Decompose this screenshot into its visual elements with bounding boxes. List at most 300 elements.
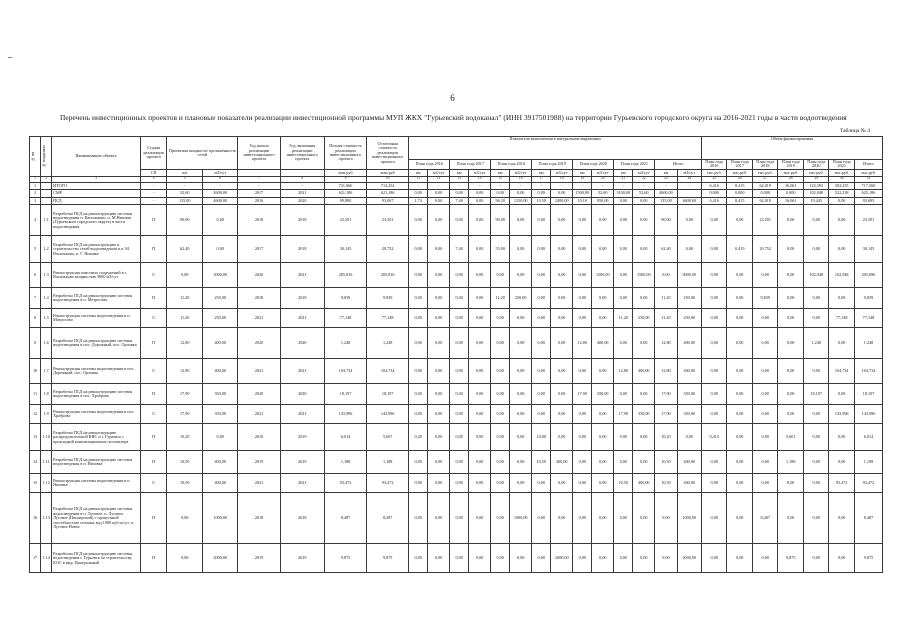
row-subnumber: 1.7 [41, 359, 52, 384]
row-physical-value: 0,00 [633, 328, 655, 359]
row-finance-value: 0,00 [778, 263, 804, 288]
row-physical-value: 0,00 [510, 236, 532, 263]
row-cost-total: 8,487 [324, 493, 366, 544]
column-index-cell: 10 [367, 176, 409, 182]
row-finance-value: 0,00 [701, 474, 727, 493]
row-physical-value: 0,00 [614, 328, 633, 359]
column-index-cell: 31 [854, 176, 882, 182]
row-physical-value: 12,80 [655, 328, 677, 359]
row-year-end: 2021 [280, 190, 324, 198]
row-cost-remain: 5,607 [367, 424, 409, 451]
table-row [30, 205, 883, 236]
row-number: 1 [30, 182, 41, 190]
row-physical-value: 0,00 [428, 359, 450, 384]
column-index-cell: 22 [633, 176, 655, 182]
table-row [30, 182, 883, 190]
header-cost-remain: Остаточная стоимость реализации инвестиционного проекта [367, 137, 409, 170]
row-physical-value: 0,00 [532, 288, 551, 309]
table-row [30, 424, 883, 451]
row-physical-value: 0,00 [510, 474, 532, 493]
row-physical-value: 350,00 [633, 405, 655, 424]
row-physical-value: 350,00 [677, 405, 701, 424]
row-finance-value: 0,00 [727, 309, 753, 328]
row-stage: П [140, 236, 167, 263]
row-capacity: 2000,00 [202, 544, 238, 573]
row-finance-value: 0,00 [752, 544, 778, 573]
row-physical-value: 4600,00 [677, 197, 701, 205]
row-capacity: 1000,00 [202, 493, 238, 544]
row-physical-value: 0,00 [428, 309, 450, 328]
row-finance-value: 0,00 [752, 424, 778, 451]
row-capacity: 3000,00 [202, 263, 238, 288]
row-finance-value: 0,00 [727, 424, 753, 451]
row-year-end: 2021 [280, 405, 324, 424]
row-finance-value: 0,00 [803, 205, 829, 236]
row-physical-value: 0,00 [551, 263, 573, 288]
row-name: Разработка ПСД на реконструкцию системы водоотведения в пос. Храброво [52, 384, 141, 405]
row-name: Реконструкция системы водоотведения в п. Матросово [52, 309, 141, 328]
row-physical-value: 0,00 [491, 190, 510, 198]
unit-cell: м3/сут [428, 169, 450, 176]
header-fin-2017: План года 2017 [727, 160, 753, 170]
row-physical-value: 0,00 [409, 493, 428, 544]
row-physical-value: 0,00 [532, 205, 551, 236]
row-finance-value: 0,00 [803, 359, 829, 384]
row-physical-value: 0,00 [532, 190, 551, 198]
row-physical-value: 19,50 [532, 197, 551, 205]
row-physical-value: - [592, 182, 614, 190]
header-num: № пп [30, 137, 41, 177]
row-physical-value: 0,00 [491, 263, 510, 288]
row-cost-total: 1,248 [324, 328, 366, 359]
header-plan-2017: План года 2017 [450, 160, 491, 170]
row-physical-value: 0,00 [614, 236, 633, 263]
row-finance-value: 23,501 [752, 205, 778, 236]
row-physical-value: 0,00 [633, 544, 655, 573]
row-cost-remain: 1,248 [367, 328, 409, 359]
row-physical-value: 0,00 [551, 190, 573, 198]
row-name: Разработка ПСД на реконструкцию системы водоотведения в п. Низовье [52, 451, 141, 474]
row-number: 4 [30, 205, 41, 236]
column-index-cell: 16 [510, 176, 532, 182]
row-physical-value: 10,20 [655, 424, 677, 451]
row-capacity: 250,00 [202, 288, 238, 309]
row-finance-value: 0,000 [727, 190, 753, 198]
row-stage: П [140, 493, 167, 544]
row-number: 10 [30, 359, 41, 384]
row-finance-value: 0,00 [778, 309, 804, 328]
row-finance-value: 0,00 [778, 493, 804, 544]
row-physical-value: 0,00 [510, 424, 532, 451]
row-physical-value: 0,00 [510, 328, 532, 359]
row-physical-value: 0,00 [469, 309, 491, 328]
column-index-cell: 18 [551, 176, 573, 182]
row-physical-value: 0,00 [532, 328, 551, 359]
row-number: 14 [30, 451, 41, 474]
row-finance-value: 0,00 [701, 451, 727, 474]
row-stage: - [140, 182, 167, 190]
row-physical-value: 0,00 [573, 424, 592, 451]
row-physical-value: - [510, 182, 532, 190]
page-number: 6 [450, 93, 455, 103]
row-subnumber: 1.8 [41, 384, 52, 405]
column-index-cell: 5 [167, 176, 202, 182]
row-year-start: - [238, 182, 280, 190]
row-physical-value: 96,20 [491, 197, 510, 205]
unit-cell: млн.руб [367, 169, 409, 176]
row-physical-value: 12,80 [573, 328, 592, 359]
column-index-cell: 11 [409, 176, 428, 182]
row-finance-value: 1,248 [854, 328, 882, 359]
row-physical-value: 2000,00 [677, 544, 701, 573]
row-physical-value: 0,00 [510, 544, 532, 573]
unit-cell: м3/сут [633, 169, 655, 176]
row-physical-value: 0,00 [450, 544, 469, 573]
row-physical-value: 0,00 [491, 451, 510, 474]
column-index-cell: 2 [41, 176, 52, 182]
unit-cell: км [614, 169, 633, 176]
row-cost-remain: 205,816 [367, 263, 409, 288]
header-sub: № подпункта [41, 137, 52, 177]
row-cost-total: 99,880 [324, 197, 366, 205]
row-physical-value: 400,00 [677, 474, 701, 493]
row-finance-value: 0,00 [803, 424, 829, 451]
header-name: Наименование объекта [52, 137, 141, 177]
row-capacity: 400,00 [202, 359, 238, 384]
row-physical-value: 0,00 [573, 288, 592, 309]
column-index-cell: 24 [677, 176, 701, 182]
row-physical-value: 0,00 [655, 544, 677, 573]
row-physical-value: 0,00 [450, 359, 469, 384]
row-physical-value: 0,00 [409, 236, 428, 263]
row-physical-value: 17,90 [655, 384, 677, 405]
row-year-start: 2018 [238, 205, 280, 236]
column-index-cell: 15 [491, 176, 510, 182]
row-physical-value: 0,00 [428, 236, 450, 263]
row-physical-value: 0,00 [532, 263, 551, 288]
row-finance-value: 0,00 [701, 359, 727, 384]
table-row [30, 544, 883, 573]
row-finance-value: 0,00 [701, 236, 727, 263]
column-index-cell: 20 [592, 176, 614, 182]
row-physical-value: 0,00 [450, 309, 469, 328]
row-physical-value: 0,00 [450, 474, 469, 493]
row-finance-value: 0,00 [727, 263, 753, 288]
row-finance-value: 0,00 [701, 263, 727, 288]
unit-cell: тыс.руб. [727, 169, 753, 176]
row-capacity: 0,00 [202, 236, 238, 263]
row-physical-value: 10,00 [532, 424, 551, 451]
row-physical-value: 2400,00 [551, 197, 573, 205]
row-length: - [167, 182, 202, 190]
row-stage: П [140, 544, 167, 573]
row-subnumber: 1.2 [41, 236, 52, 263]
row-physical-value: 0,00 [450, 288, 469, 309]
row-physical-value: 250,00 [633, 309, 655, 328]
row-length: 12,80 [167, 359, 202, 384]
row-physical-value: 0,00 [532, 384, 551, 405]
unit-cell: м3/сут [202, 169, 238, 176]
unit-cell: км [532, 169, 551, 176]
row-physical-value: 0,00 [551, 288, 573, 309]
row-finance-value: 0,00 [701, 328, 727, 359]
row-subnumber [41, 182, 52, 190]
row-number: 16 [30, 493, 41, 544]
row-physical-value: 0,00 [614, 197, 633, 205]
row-subnumber: 1.1 [41, 205, 52, 236]
column-index-cell: 29 [803, 176, 829, 182]
row-finance-value: 1,188 [854, 451, 882, 474]
row-physical-value: 0,00 [614, 424, 633, 451]
row-cost-remain: 93,067 [367, 197, 409, 205]
row-cost-total: 205,816 [324, 263, 366, 288]
header-group-finance: Объём финансирования [701, 137, 882, 160]
row-physical-value: - [469, 182, 491, 190]
row-capacity: 250,00 [202, 309, 238, 328]
row-physical-value: 0,00 [409, 328, 428, 359]
row-physical-value: 0,00 [532, 405, 551, 424]
row-stage: П [140, 384, 167, 405]
row-capacity: 400,00 [202, 474, 238, 493]
unit-cell: тыс.руб. [701, 169, 727, 176]
row-year-end: 2019 [280, 544, 324, 573]
row-physical-value: 0,00 [491, 384, 510, 405]
row-year-end: - [280, 182, 324, 190]
row-cost-remain: 29,752 [367, 236, 409, 263]
row-year-end: 2018 [280, 493, 324, 544]
unit-cell: м3/сут [592, 169, 614, 176]
row-physical-value: 0,00 [510, 309, 532, 328]
header-group-physical: Показатели выполнения в натуральном выражении [409, 137, 702, 160]
row-finance-value: 0,00 [803, 405, 829, 424]
row-physical-value: 3000,00 [677, 263, 701, 288]
row-cost-remain: 18,197 [367, 384, 409, 405]
row-physical-value: 0,00 [510, 451, 532, 474]
row-physical-value: 0,00 [532, 544, 551, 573]
row-length: 135,00 [167, 197, 202, 205]
row-physical-value: 0,00 [551, 424, 573, 451]
row-physical-value: 62,40 [655, 236, 677, 263]
unit-cell: тыс.руб. [778, 169, 804, 176]
column-index-cell: 27 [752, 176, 778, 182]
row-length: 17,90 [167, 384, 202, 405]
row-subnumber [41, 190, 52, 198]
row-physical-value: 0,00 [532, 474, 551, 493]
row-year-start: 2021 [238, 359, 280, 384]
row-physical-value: 0,00 [428, 493, 450, 544]
row-physical-value: 250,00 [510, 288, 532, 309]
row-subnumber [41, 197, 52, 205]
row-length: 0,00 [167, 263, 202, 288]
row-physical-value: 0,00 [633, 493, 655, 544]
row-physical-value: 0,00 [409, 405, 428, 424]
row-cost-total: 143,996 [324, 405, 366, 424]
row-stage: П [140, 451, 167, 474]
row-physical-value: - [573, 182, 592, 190]
units-row [30, 169, 883, 176]
row-physical-value: 0,00 [592, 451, 614, 474]
row-year-start: 2020 [238, 263, 280, 288]
row-physical-value: 55,00 [491, 236, 510, 263]
row-length: 17,90 [167, 405, 202, 424]
row-year-end: 2021 [280, 263, 324, 288]
row-physical-value: 0,00 [491, 474, 510, 493]
row-number: 17 [30, 544, 41, 573]
row-physical-value: 0,00 [469, 424, 491, 451]
header-plan-2018: План года 2018 [491, 160, 532, 170]
row-capacity: 350,00 [202, 384, 238, 405]
row-physical-value: 0,00 [450, 405, 469, 424]
row-number: 2 [30, 190, 41, 198]
row-cost-remain: 621,186 [367, 190, 409, 198]
row-finance-value: 625,186 [854, 190, 882, 198]
row-finance-value: 717,560 [854, 182, 882, 190]
row-physical-value: 1500,00 [592, 263, 614, 288]
row-physical-value: 400,00 [551, 451, 573, 474]
row-physical-value: 0,00 [428, 405, 450, 424]
row-physical-value: 11,20 [655, 288, 677, 309]
row-finance-value: 0,00 [752, 309, 778, 328]
row-finance-value: 0,00 [803, 309, 829, 328]
row-finance-value: 1,188 [778, 451, 804, 474]
row-finance-value: 122,393 [803, 182, 829, 190]
column-index-cell: 12 [428, 176, 450, 182]
row-finance-value: 104,734 [829, 359, 855, 384]
row-year-end: 2020 [280, 197, 324, 205]
header-plan-2020: План года 2020 [573, 160, 614, 170]
row-finance-value: 18,197 [803, 384, 829, 405]
row-finance-value: 102,948 [829, 263, 855, 288]
table-label: Таблица № 4 [839, 128, 870, 134]
row-cost-remain: 77,148 [367, 309, 409, 328]
row-finance-value: 0,00 [752, 359, 778, 384]
row-physical-value: 10,50 [614, 474, 633, 493]
row-finance-value: 8,487 [752, 493, 778, 544]
row-finance-value: 0,419 [727, 236, 753, 263]
column-index-cell: 14 [469, 176, 491, 182]
row-physical-value: 250,00 [677, 309, 701, 328]
row-capacity: 4600,00 [202, 190, 238, 198]
row-capacity: 400,00 [202, 451, 238, 474]
row-finance-value: 23,501 [854, 205, 882, 236]
row-finance-value: 0,00 [752, 451, 778, 474]
row-physical-value: 0,00 [592, 236, 614, 263]
row-finance-value: 0,00 [778, 328, 804, 359]
header-fin-2020: План года 2020 [803, 160, 829, 170]
row-physical-value: 0,00 [428, 197, 450, 205]
unit-cell: км [167, 169, 202, 176]
table-row [30, 197, 883, 205]
row-length: 62,40 [167, 236, 202, 263]
unit-cell: км [450, 169, 469, 176]
row-cost-remain: 8,487 [367, 493, 409, 544]
row-physical-value: 0,00 [592, 474, 614, 493]
row-finance-value: 0,00 [701, 405, 727, 424]
row-physical-value: 0,00 [491, 493, 510, 544]
row-physical-value: 0,00 [573, 544, 592, 573]
row-year-end: 2018 [280, 236, 324, 263]
unit-cell: тыс.руб. [829, 169, 855, 176]
row-physical-value: 0,00 [532, 236, 551, 263]
row-physical-value: 0,00 [633, 384, 655, 405]
row-physical-value: 400,00 [677, 328, 701, 359]
row-name: Разработка ПСД на реконструкцию системы водоотведения г. Гурьевск по строительству КОС в мкр. Центральный [52, 544, 141, 573]
row-finance-value: 0,00 [778, 405, 804, 424]
row-finance-value: 0,000 [778, 190, 804, 198]
row-physical-value: 1500,00 [573, 190, 592, 198]
row-year-start: 2021 [238, 405, 280, 424]
row-physical-value: 0,00 [428, 205, 450, 236]
row-physical-value: 0,00 [677, 424, 701, 451]
row-physical-value: 400,00 [633, 359, 655, 384]
row-finance-value: 16,061 [778, 197, 804, 205]
row-physical-value: 0,00 [450, 328, 469, 359]
row-physical-value: - [655, 182, 677, 190]
row-finance-value: 62,019 [752, 182, 778, 190]
row-physical-value: 0,00 [551, 405, 573, 424]
row-name: СМР [52, 190, 141, 198]
row-year-end: 2020 [280, 328, 324, 359]
row-finance-value: 0,00 [829, 424, 855, 451]
row-year-end: 2019 [280, 451, 324, 474]
row-physical-value: 0,00 [469, 493, 491, 544]
row-physical-value: 0,00 [677, 205, 701, 236]
row-finance-value: 502,255 [829, 182, 855, 190]
row-finance-value: 0,00 [752, 474, 778, 493]
row-name: Реконструкция системы водоотведения в пос. Храброво [52, 405, 141, 424]
row-finance-value: 0,00 [829, 544, 855, 573]
row-physical-value: 0,00 [409, 451, 428, 474]
row-physical-value: 0,00 [409, 288, 428, 309]
row-physical-value: 0,00 [633, 205, 655, 236]
row-physical-value: 17,90 [614, 405, 633, 424]
row-finance-value: 8,415 [727, 197, 753, 205]
row-physical-value: 0,00 [592, 424, 614, 451]
row-name: Реконструкция системы водоотведения в п. Низовье [52, 474, 141, 493]
row-physical-value: - [491, 182, 510, 190]
row-cost-total: 104,734 [324, 359, 366, 384]
row-name: Реконструкция очистных сооружений в г. Васильково мощностью 3000 м3/сут [52, 263, 141, 288]
column-index-cell: 4 [140, 176, 167, 182]
column-index-cell: 19 [573, 176, 592, 182]
column-index-cell: 17 [532, 176, 551, 182]
row-name: Разработка ПСД на реконструкцию и строительство сетей водоотведения в п. М. Васильково, п. Г. Низовье [52, 236, 141, 263]
row-physical-value: - [614, 182, 633, 190]
row-finance-value: 29,752 [752, 236, 778, 263]
row-physical-value: 0,00 [614, 384, 633, 405]
column-index-cell: 13 [450, 176, 469, 182]
unit-cell [280, 169, 324, 176]
row-subnumber: 1.12 [41, 474, 52, 493]
row-year-start: 2018 [238, 288, 280, 309]
column-index-cell: 28 [778, 176, 804, 182]
row-finance-value: 0,00 [727, 493, 753, 544]
row-capacity: 400,00 [202, 328, 238, 359]
row-cost-total: 621,186 [324, 190, 366, 198]
row-physical-value: 0,00 [551, 309, 573, 328]
header-fin-total: Итого [854, 160, 882, 170]
row-physical-value: 0,00 [469, 263, 491, 288]
row-year-start: 2021 [238, 309, 280, 328]
row-physical-value: 0,00 [428, 384, 450, 405]
row-length: 10,20 [167, 424, 202, 451]
row-finance-value: 0,00 [829, 384, 855, 405]
row-finance-value: 93,472 [854, 474, 882, 493]
row-name: Разработка ПСД на реконструкцию системы водоотведения в п. Луговое, п. Луговое, Луговое (Пионерский) с пропускной способностью сточных вод 1000 куб.м/сут, п. Луговое Новое [52, 493, 141, 544]
row-physical-value: 400,00 [592, 328, 614, 359]
row-finance-value: 62,019 [752, 197, 778, 205]
row-number: 11 [30, 384, 41, 405]
